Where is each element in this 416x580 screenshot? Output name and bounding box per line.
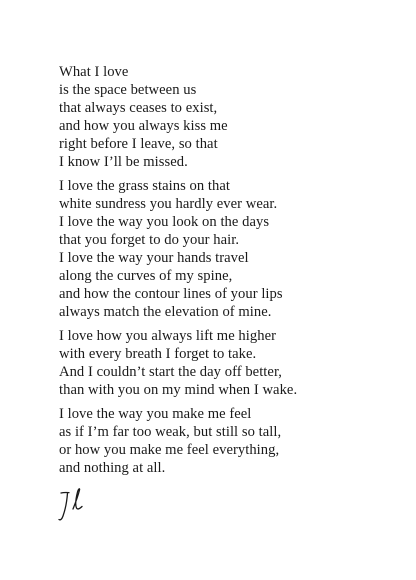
poem-line: And I couldn’t start the day off better, (59, 364, 282, 380)
poem-line: and nothing at all. (59, 460, 166, 476)
poem-line: along the curves of my spine, (59, 268, 233, 284)
poem-line: right before I leave, so that (59, 136, 218, 152)
poem-line: than with you on my mind when I wake. (59, 382, 298, 398)
poem-line: I love the way your hands travel (59, 250, 249, 266)
poem-line: as if I’m far too weak, but still so tall, (59, 424, 282, 440)
handwritten-signature (54, 484, 94, 528)
stanza-3 (59, 327, 389, 399)
poem-line: always match the elevation of mine. (59, 304, 272, 320)
poem-line: I love the way you make me feel (59, 406, 252, 422)
poem-line: that always ceases to exist, (59, 100, 218, 116)
poem-line: I love the way you look on the days (59, 214, 270, 230)
poem-line: and how the contour lines of your lips (59, 286, 283, 302)
poem (59, 63, 389, 483)
poem-line: I love how you always lift me higher (59, 328, 277, 344)
stanza-2 (59, 177, 389, 321)
poem-line: is the space between us (59, 82, 197, 98)
poem-line: What I love (59, 64, 129, 80)
poem-line: that you forget to do your hair. (59, 232, 240, 248)
poem-line: with every breath I forget to take. (59, 346, 257, 362)
poem-line: and how you always kiss me (59, 118, 228, 134)
poem-line: I love the grass stains on that (59, 178, 230, 194)
stanza-1 (59, 63, 389, 171)
poem-line: or how you make me feel everything, (59, 442, 280, 458)
poem-line: white sundress you hardly ever wear. (59, 196, 278, 212)
poem-line: I know I’ll be missed. (59, 154, 188, 170)
stanza-4 (59, 405, 389, 477)
signature-mark (54, 484, 94, 528)
